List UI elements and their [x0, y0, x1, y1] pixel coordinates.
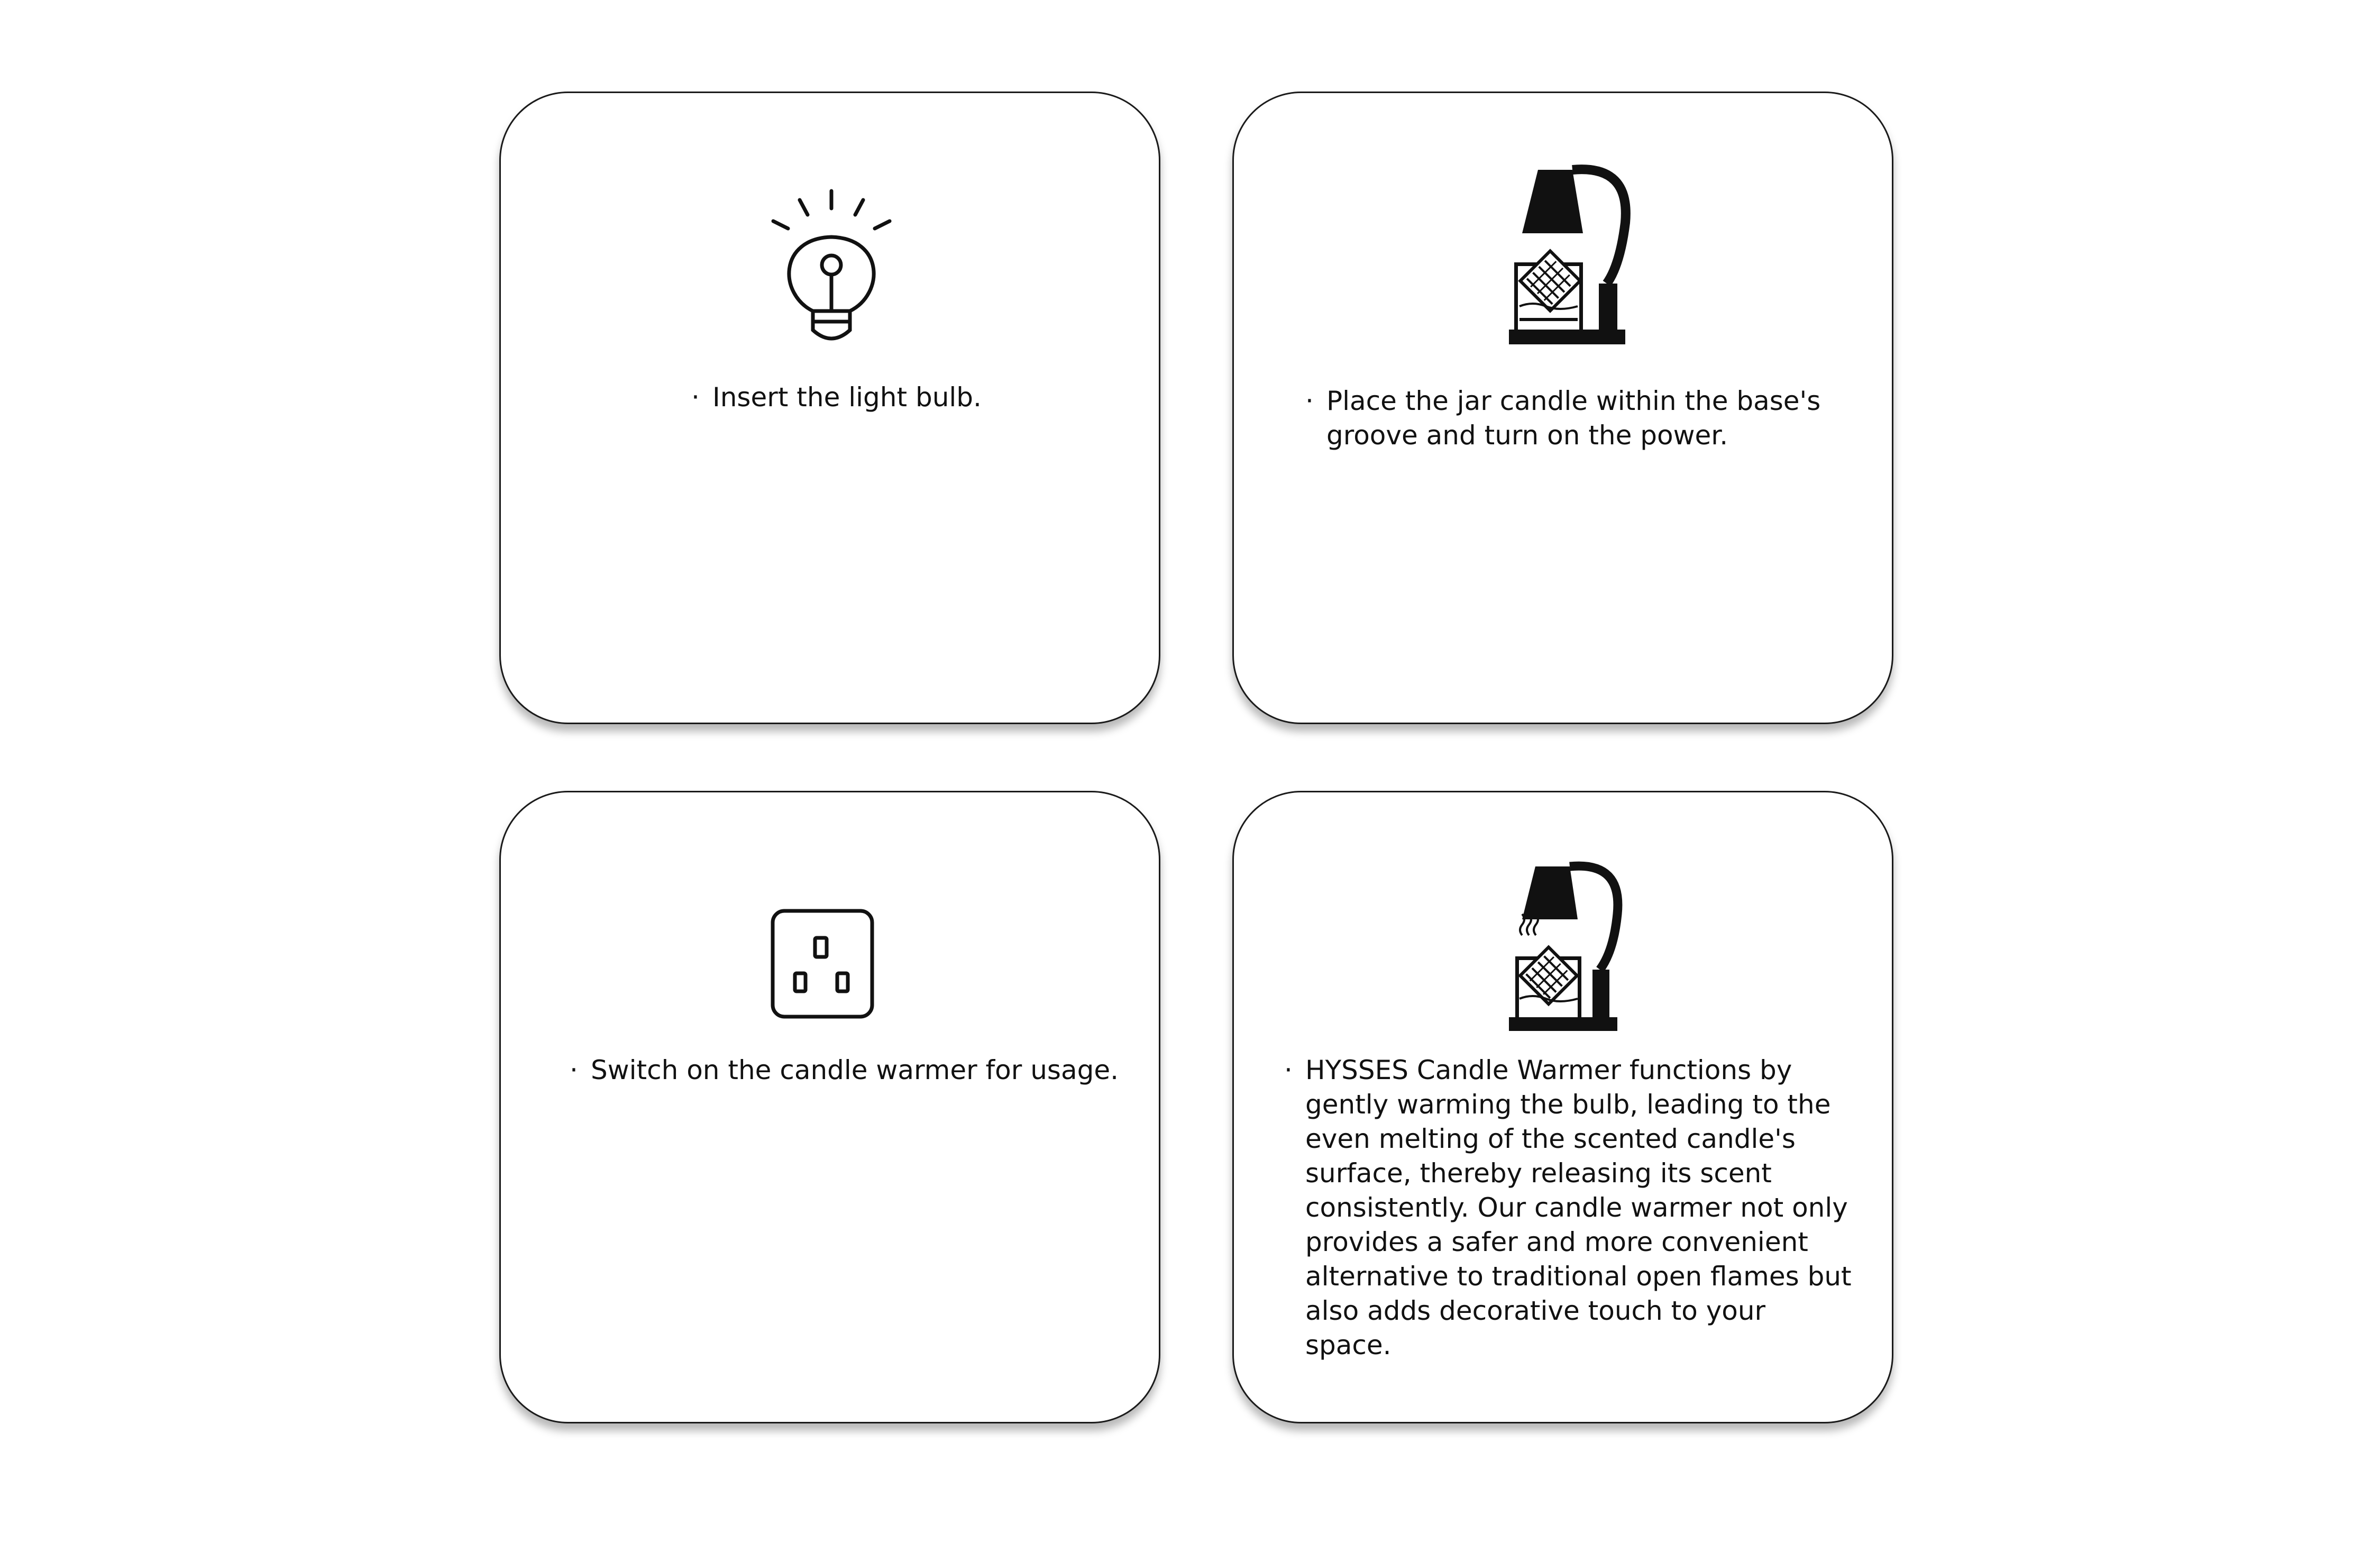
instruction-card-how-it-works — [1232, 791, 1893, 1423]
instruction-text-body: HYSSES Candle Warmer functions by gently warming the bulb, leading to the even melting of the scented candle's surface, thereby releasing its scent consistently. Our candle warmer not only provides a safer and more convenient alternative to traditional open flames but also adds decorative touch to your space. — [1305, 1055, 1852, 1361]
candle-warmer-heating-icon — [1509, 856, 1636, 1036]
instruction-text — [1284, 1053, 1855, 1363]
instruction-text-body: Insert the light bulb. — [712, 382, 982, 413]
bullet-mark: · — [570, 1055, 578, 1085]
instruction-text-body: Switch on the candle warmer for usage. — [591, 1055, 1119, 1085]
bullet-mark: · — [1284, 1055, 1293, 1085]
power-outlet-icon — [771, 909, 876, 1020]
bullet-mark: · — [691, 382, 700, 413]
candle-warmer-lamp-icon — [1509, 159, 1636, 350]
instruction-card-switch-on — [499, 791, 1160, 1423]
instruction-text-body: Place the jar candle within the base's groove and turn on the power. — [1326, 386, 1821, 451]
bullet-mark: · — [1305, 386, 1314, 416]
instruction-text — [570, 1053, 1119, 1088]
instruction-text — [1305, 384, 1834, 453]
instruction-card-insert-bulb — [499, 92, 1160, 724]
instruction-card-place-jar — [1232, 92, 1893, 724]
light-bulb-icon — [768, 188, 895, 352]
instruction-text — [691, 380, 982, 415]
